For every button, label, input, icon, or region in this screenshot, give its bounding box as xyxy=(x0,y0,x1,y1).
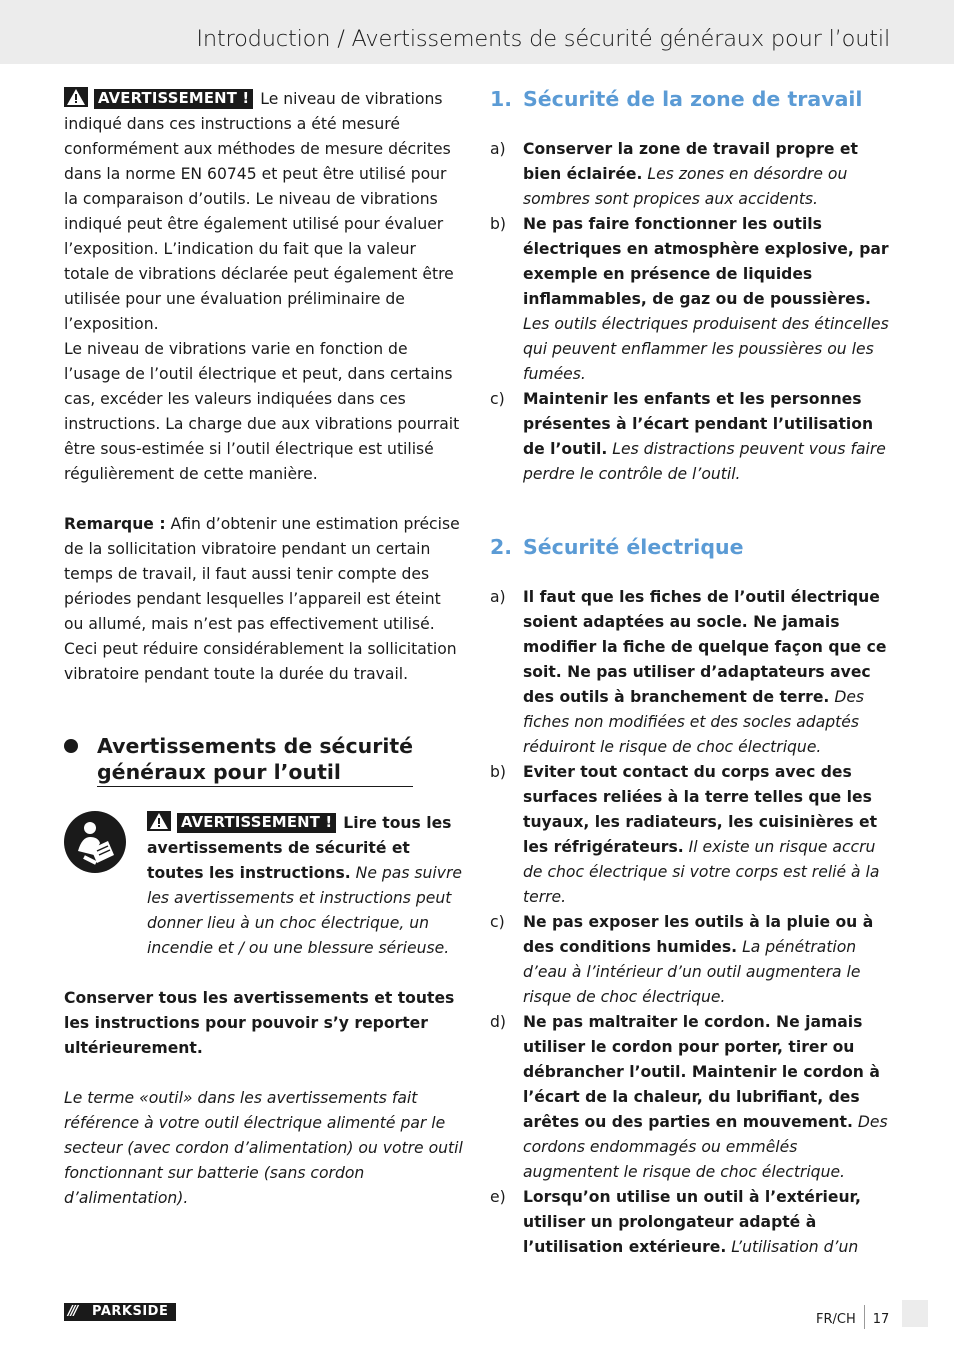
vibration-warning xyxy=(64,87,464,337)
item-label: a) xyxy=(490,140,506,158)
item-italic: Les zones en désordre ou sombres sont propices aux accidents. xyxy=(523,165,848,208)
page-number: 17 xyxy=(872,1312,890,1327)
item-italic: Il existe un risque accru de choc électrique si votre corps est relié à la terre. xyxy=(523,838,880,906)
item-italic: La pénétration d’eau à l’intérieur d’un outil augmentera le risque de choc électrique. xyxy=(523,938,861,1006)
item-label: b) xyxy=(490,763,506,781)
item-body xyxy=(523,760,890,910)
electrical-list xyxy=(490,585,890,1260)
list-item xyxy=(490,1185,890,1260)
item-label: d) xyxy=(490,1013,506,1031)
warning-badge: AVERTISSEMENT ! xyxy=(94,89,253,109)
remark-label: Remarque : xyxy=(64,515,166,533)
warning-triangle-icon xyxy=(147,811,171,831)
item-label: e) xyxy=(490,1188,506,1206)
item-body xyxy=(523,1185,890,1260)
item-body xyxy=(523,212,890,387)
list-item xyxy=(490,387,890,487)
locale-label: FR/CH xyxy=(816,1312,856,1327)
item-italic: Des cordons endommagés ou emmêlés augmentent le risque de choc électrique. xyxy=(523,1113,888,1181)
section-heading-work-area: 1. Sécurité de la zone de travail xyxy=(490,87,863,111)
read-bold: Lire tous les avertissements de sécurité et toutes les instructions. xyxy=(147,814,452,882)
list-item xyxy=(490,585,890,760)
warning-badge: AVERTISSEMENT ! xyxy=(177,813,336,833)
item-bold: Ne pas exposer les outils à la pluie ou à des conditions humides. xyxy=(523,913,874,956)
item-bold: Eviter tout contact du corps avec des surfaces reliées à la terre telles que les tuyaux, les radiateurs, les cuisinières et les réfrigérateurs. xyxy=(523,763,878,856)
item-body xyxy=(523,137,890,212)
right-column xyxy=(490,85,890,1260)
remark-text: Afin d’obtenir une estimation précise de la sollicitation vibratoire pendant un certain temps de travail, il faut aussi tenir compte des périodes pendant lesquelles l’appareil est éteint ou allumé, mais n’est pas effectivement utilisé. Ceci peut réduire considérablement la sollicitation vibratoire pendant toute la durée du travail. xyxy=(64,515,460,683)
item-bold: Ne pas maltraiter le cordon. Ne jamais utiliser le cordon pour porter, tirer ou débrancher l’outil. Maintenir le cordon à l’écart de la chaleur, du lubrifiant, des arêtes ou des parties en mouvement. xyxy=(523,1013,880,1131)
item-italic: Les outils électriques produisent des étincelles qui peuvent enflammer les poussières ou les fumées. xyxy=(523,315,889,383)
item-bold: Maintenir les enfants et les personnes présentes à l’écart pendant l’utilisation de l’outil. xyxy=(523,390,874,458)
item-label: a) xyxy=(490,588,506,606)
page-footer xyxy=(816,1305,889,1329)
section-heading-general-safety: Avertissements de sécurité généraux pour l’outil xyxy=(64,733,464,787)
item-body xyxy=(523,585,890,760)
item-italic: Des fiches non modifiées et des socles adaptés réduiront le risque de choc électrique. xyxy=(523,688,865,756)
section-heading-electrical: 2. Sécurité électrique xyxy=(490,535,744,559)
item-label: b) xyxy=(490,215,506,233)
read-instructions-block xyxy=(64,811,464,961)
page-title: Introduction / Avertissements de sécurité généraux pour l’outil xyxy=(196,26,890,52)
list-item xyxy=(490,1010,890,1185)
term-definition: Le terme «outil» dans les avertissements fait référence à votre outil électrique alimenté par le secteur (avec cordon d’alimentation) ou votre outil fonctionnant sur batterie (sans cordon d’alimentation). xyxy=(64,1089,463,1207)
read-manual-icon xyxy=(64,811,126,873)
work-area-list xyxy=(490,137,890,487)
item-body xyxy=(523,910,890,1010)
item-bold: Conserver la zone de travail propre et bien éclairée. xyxy=(523,140,858,183)
item-italic: L’utilisation d’un xyxy=(731,1238,859,1256)
list-item xyxy=(490,760,890,910)
bullet-icon xyxy=(64,739,78,753)
read-italic: Ne pas suivre les avertissements et instructions peut donner lieu à un choc électrique, un incendie et / ou une blessure sérieuse. xyxy=(147,864,462,957)
keep-instructions: Conserver tous les avertissements et toutes les instructions pour pouvoir s’y reporter ultérieurement. xyxy=(64,989,455,1057)
item-italic: Les distractions peuvent vous faire perdre le contrôle de l’outil. xyxy=(523,440,886,483)
item-bold: Ne pas faire fonctionner les outils électriques en atmosphère explosive, par exemple en présence de liquides inflammables, de gaz ou de poussières. xyxy=(523,215,889,308)
item-label: c) xyxy=(490,913,505,931)
item-bold: Lorsqu’on utilise un outil à l’extérieur, utiliser un prolongateur adapté à l’utilisation extérieure. xyxy=(523,1188,861,1256)
list-item xyxy=(490,212,890,387)
list-item xyxy=(490,910,890,1010)
vibration-text-2: Le niveau de vibrations varie en fonction de l’usage de l’outil électrique et peut, dans certains cas, excéder les valeurs indiquées dans ces instructions. La charge due aux vibrations pourrait être sous-estimée si l’outil électrique est utilisé régulièrement de cette manière. xyxy=(64,340,460,483)
left-column xyxy=(64,87,464,1211)
parkside-logo: /// PARKSIDE xyxy=(64,1303,176,1321)
remark-paragraph xyxy=(64,512,464,687)
vibration-text: Le niveau de vibrations indiqué dans ces instructions a été mesuré conformément aux méthodes de mesure décrites dans la norme EN 60745 et peut être utilisé pour la comparaison d’outils. Le niveau de vibrations indiqué peut être également utilisé pour évaluer l’exposition. L’indication du fait que la valeur totale de vibrations déclarée peut également être utilisée pour une évaluation préliminaire de l’exposition. xyxy=(64,90,454,333)
item-body xyxy=(523,387,890,487)
list-item xyxy=(490,137,890,212)
item-body xyxy=(523,1010,890,1185)
warning-triangle-icon xyxy=(64,87,88,107)
item-bold: Il faut que les fiches de l’outil électrique soient adaptées au socle. Ne jamais modifier la fiche de quelque façon que ce soit. Ne pas utiliser d’adaptateurs avec des outils à branchement de terre. xyxy=(523,588,887,706)
footer-tab xyxy=(902,1300,928,1327)
item-label: c) xyxy=(490,390,505,408)
